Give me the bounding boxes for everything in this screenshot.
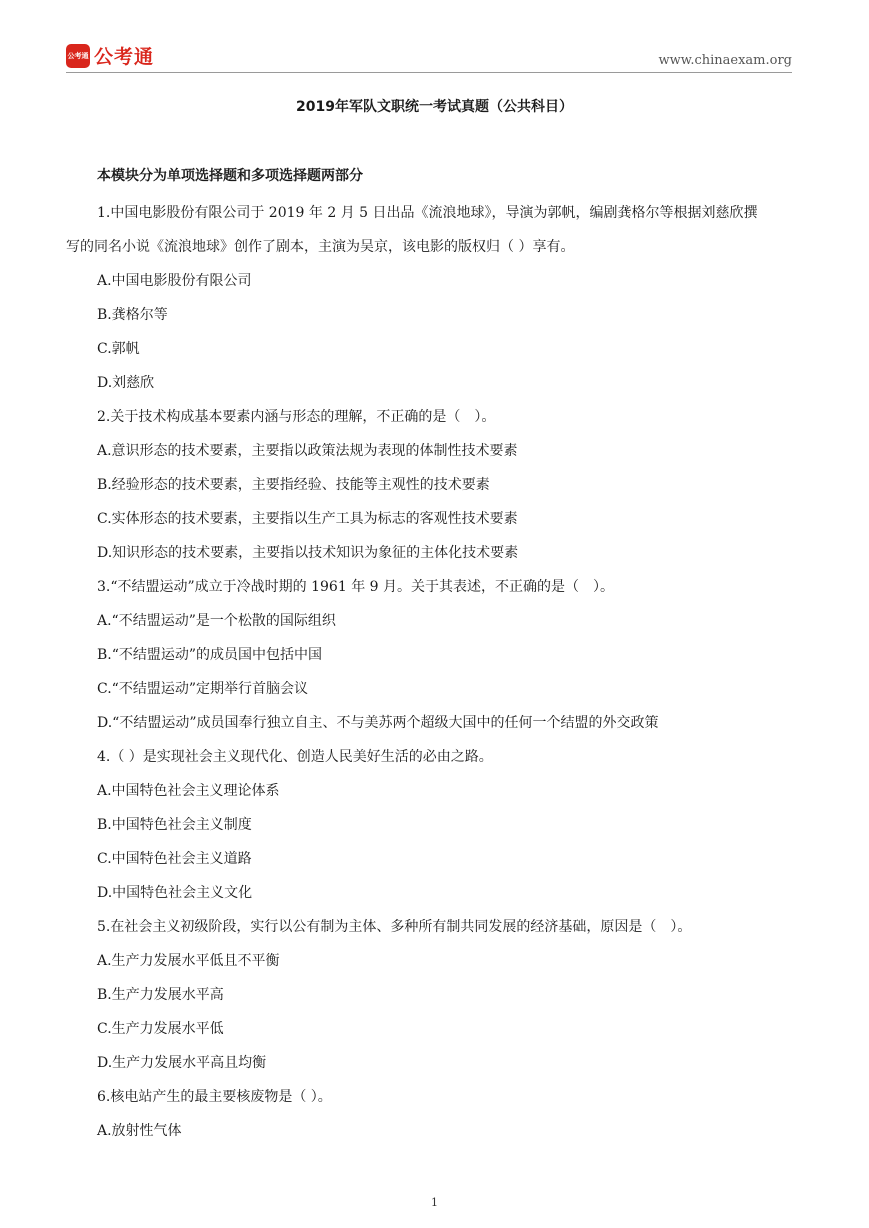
logo-badge-icon: 公考通 [66,44,90,68]
site-url: www.chinaexam.org [658,53,792,68]
question-stem: 5.在社会主义初级阶段，实行以公有制为主体、多种所有制共同发展的经济基础，原因是（ ）。 [97,919,692,935]
option: C.中国特色社会主义道路 [97,851,252,867]
option: D.生产力发展水平高且均衡 [97,1055,267,1071]
logo [66,42,154,69]
option: C.“不结盟运动”定期举行首脑会议 [97,681,308,697]
option: B.中国特色社会主义制度 [97,817,252,833]
question-stem: 6.核电站产生的最主要核废物是（ ）。 [97,1089,332,1105]
option: A.意识形态的技术要素，主要指以政策法规为表现的体制性技术要素 [97,443,518,459]
document-title: 2019年军队文职统一考试真题（公共科目） [296,99,573,115]
option: B.龚格尔等 [97,307,168,323]
option: B.经验形态的技术要素，主要指经验、技能等主观性的技术要素 [97,477,490,493]
option: A.中国特色社会主义理论体系 [97,783,280,799]
section-heading: 本模块分为单项选择题和多项选择题两部分 [97,168,363,184]
question-stem: 3.“不结盟运动”成立于冷战时期的 1961 年 9 月。关于其表述，不正确的是（ ）。 [97,579,615,595]
option: A.中国电影股份有限公司 [97,273,252,289]
option: B.生产力发展水平高 [97,987,224,1003]
question-stem: 2.关于技术构成基本要素内涵与形态的理解，不正确的是（ ）。 [97,409,496,425]
option: D.中国特色社会主义文化 [97,885,253,901]
option: C.生产力发展水平低 [97,1021,224,1037]
option: C.实体形态的技术要素，主要指以生产工具为标志的客观性技术要素 [97,511,518,527]
question-stem: 1.中国电影股份有限公司于 2019 年 2 月 5 日出品《流浪地球》，导演为郭帆，编剧龚格尔等根据刘慈欣撰 [97,205,758,221]
option: B.“不结盟运动”的成员国中包括中国 [97,647,323,663]
page-header [66,40,792,73]
option: A.放射性气体 [97,1123,182,1139]
option: C.郭帆 [97,341,140,357]
option: A.“不结盟运动”是一个松散的国际组织 [97,613,336,629]
question-stem-continued: 写的同名小说《流浪地球》创作了剧本，主演为吴京，该电影的版权归（ ）享有。 [66,239,575,255]
page-number: 1 [431,1196,438,1209]
option: D.知识形态的技术要素，主要指以技术知识为象征的主体化技术要素 [97,545,519,561]
question-list [66,196,802,1148]
option: D.“不结盟运动”成员国奉行独立自主、不与美苏两个超级大国中的任何一个结盟的外交政策 [97,715,659,731]
option: A.生产力发展水平低且不平衡 [97,953,280,969]
option: D.刘慈欣 [97,375,155,391]
question-stem: 4.（ ）是实现社会主义现代化、创造人民美好生活的必由之路。 [97,749,493,765]
logo-text: 公考通 [94,46,155,68]
